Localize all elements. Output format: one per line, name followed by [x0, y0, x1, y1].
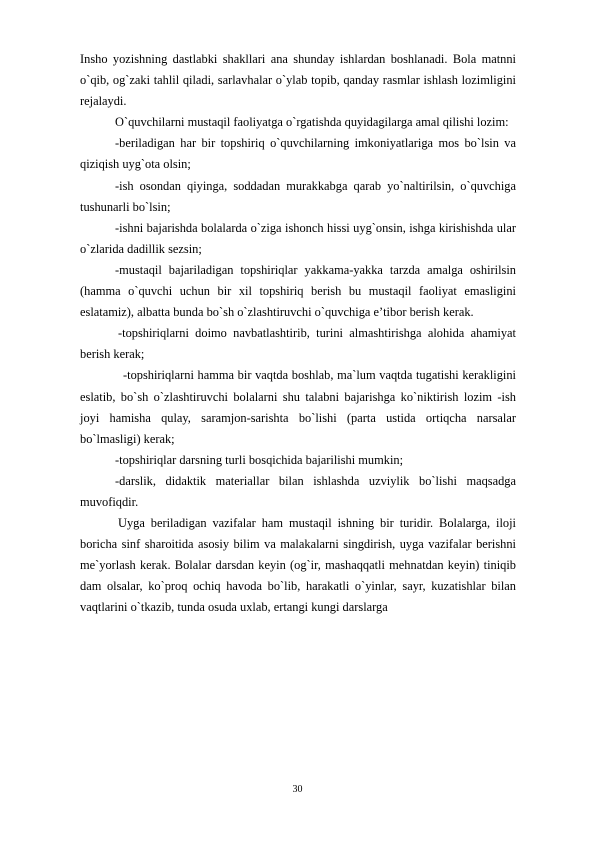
paragraph-6: -mustaqil bajariladigan topshiriqlar yakkama-yakka tarzda amalga oshirilsin (hamma o`quvchi uchun bir xil topshiriq berish bu mustaqil faoliyat emasligini eslatamiz), albatta bunda bo`sh o`zlashtiruvchi o`quvchiga eʼtibor berish kerak. — [80, 262, 516, 320]
paragraph-11: Uyga beriladigan vazifalar ham mustaqil ishning bir turidir. Bolalarga, iloji boricha sinf sharoitida asosiy bilim va malakalarni singdirish, uyga vazifalar berishni me`yorlash kerak. Bolalar darsdan keyin (og`ir, mashaqqatli mehnatdan keyin) tiniqib dam olsalar, ko`proq ochiq havoda bo`lib, harakatli o`yinlar, sayr, kuzatishlar bilan vaqtlarini o`tkazib, tunda osuda uxlab, ertangi kungi darslarga — [80, 516, 516, 615]
paragraph-8: -topshiriqlarni hamma bir vaqtda boshlab, ma`lum vaqtda tugatishi kerakligini eslatib, bo`sh o`zlashtiruvchi bolalarni shu talabni bajarishga ko`niktirish lozim -ish joyi hamisha qulay, saramjon-sarishta bo`lishi (parta ustida ortiqcha narsalar bo`lmasligi) kerak; — [80, 368, 516, 446]
paragraph-1: Insho yozishning dastlabki shakllari ana shunday ishlardan boshlanadi. Bola matnni o`qib, og`zaki tahlil qiladi, sarlavhalar o`ylab topib, qanday rasmlar ishlash lozimligini rejalaydi. — [80, 52, 516, 109]
paragraph-9: -topshiriqlar darsning turli bosqichida bajarilishi mumkin; — [115, 452, 404, 467]
paragraph-4: -ish osondan qiyinga, soddadan murakkabga qarab yo`naltirilsin, o`quvchiga tushunarli bo`lsin; — [80, 178, 516, 214]
paragraph-3: -beriladigan har bir topshiriq o`quvchilarning imkoniyatlariga mos bo`lsin va qiziqish uyg`ota olsin; — [80, 136, 516, 172]
paragraph-2: O`quvchilarni mustaqil faoliyatga o`rgatishda quyidagilarga amal qilishi lozim: — [115, 115, 509, 130]
paragraph-10: -darslik, didaktik materiallar bilan ishlashda uzviylik bo`lishi maqsadga muvofiqdir. — [80, 473, 516, 509]
paragraph-7: -topshiriqlarni doimo navbatlashtirib, turini almashtirishga alohida ahamiyat berish kerak; — [80, 326, 516, 362]
paragraph-5: -ishni bajarishda bolalarda o`ziga ishonch hissi uyg`onsin, ishga kirishishda ular o`zlarida dadillik sezsin; — [80, 220, 516, 256]
page-number: 30 — [292, 784, 303, 795]
document-body — [80, 49, 516, 619]
